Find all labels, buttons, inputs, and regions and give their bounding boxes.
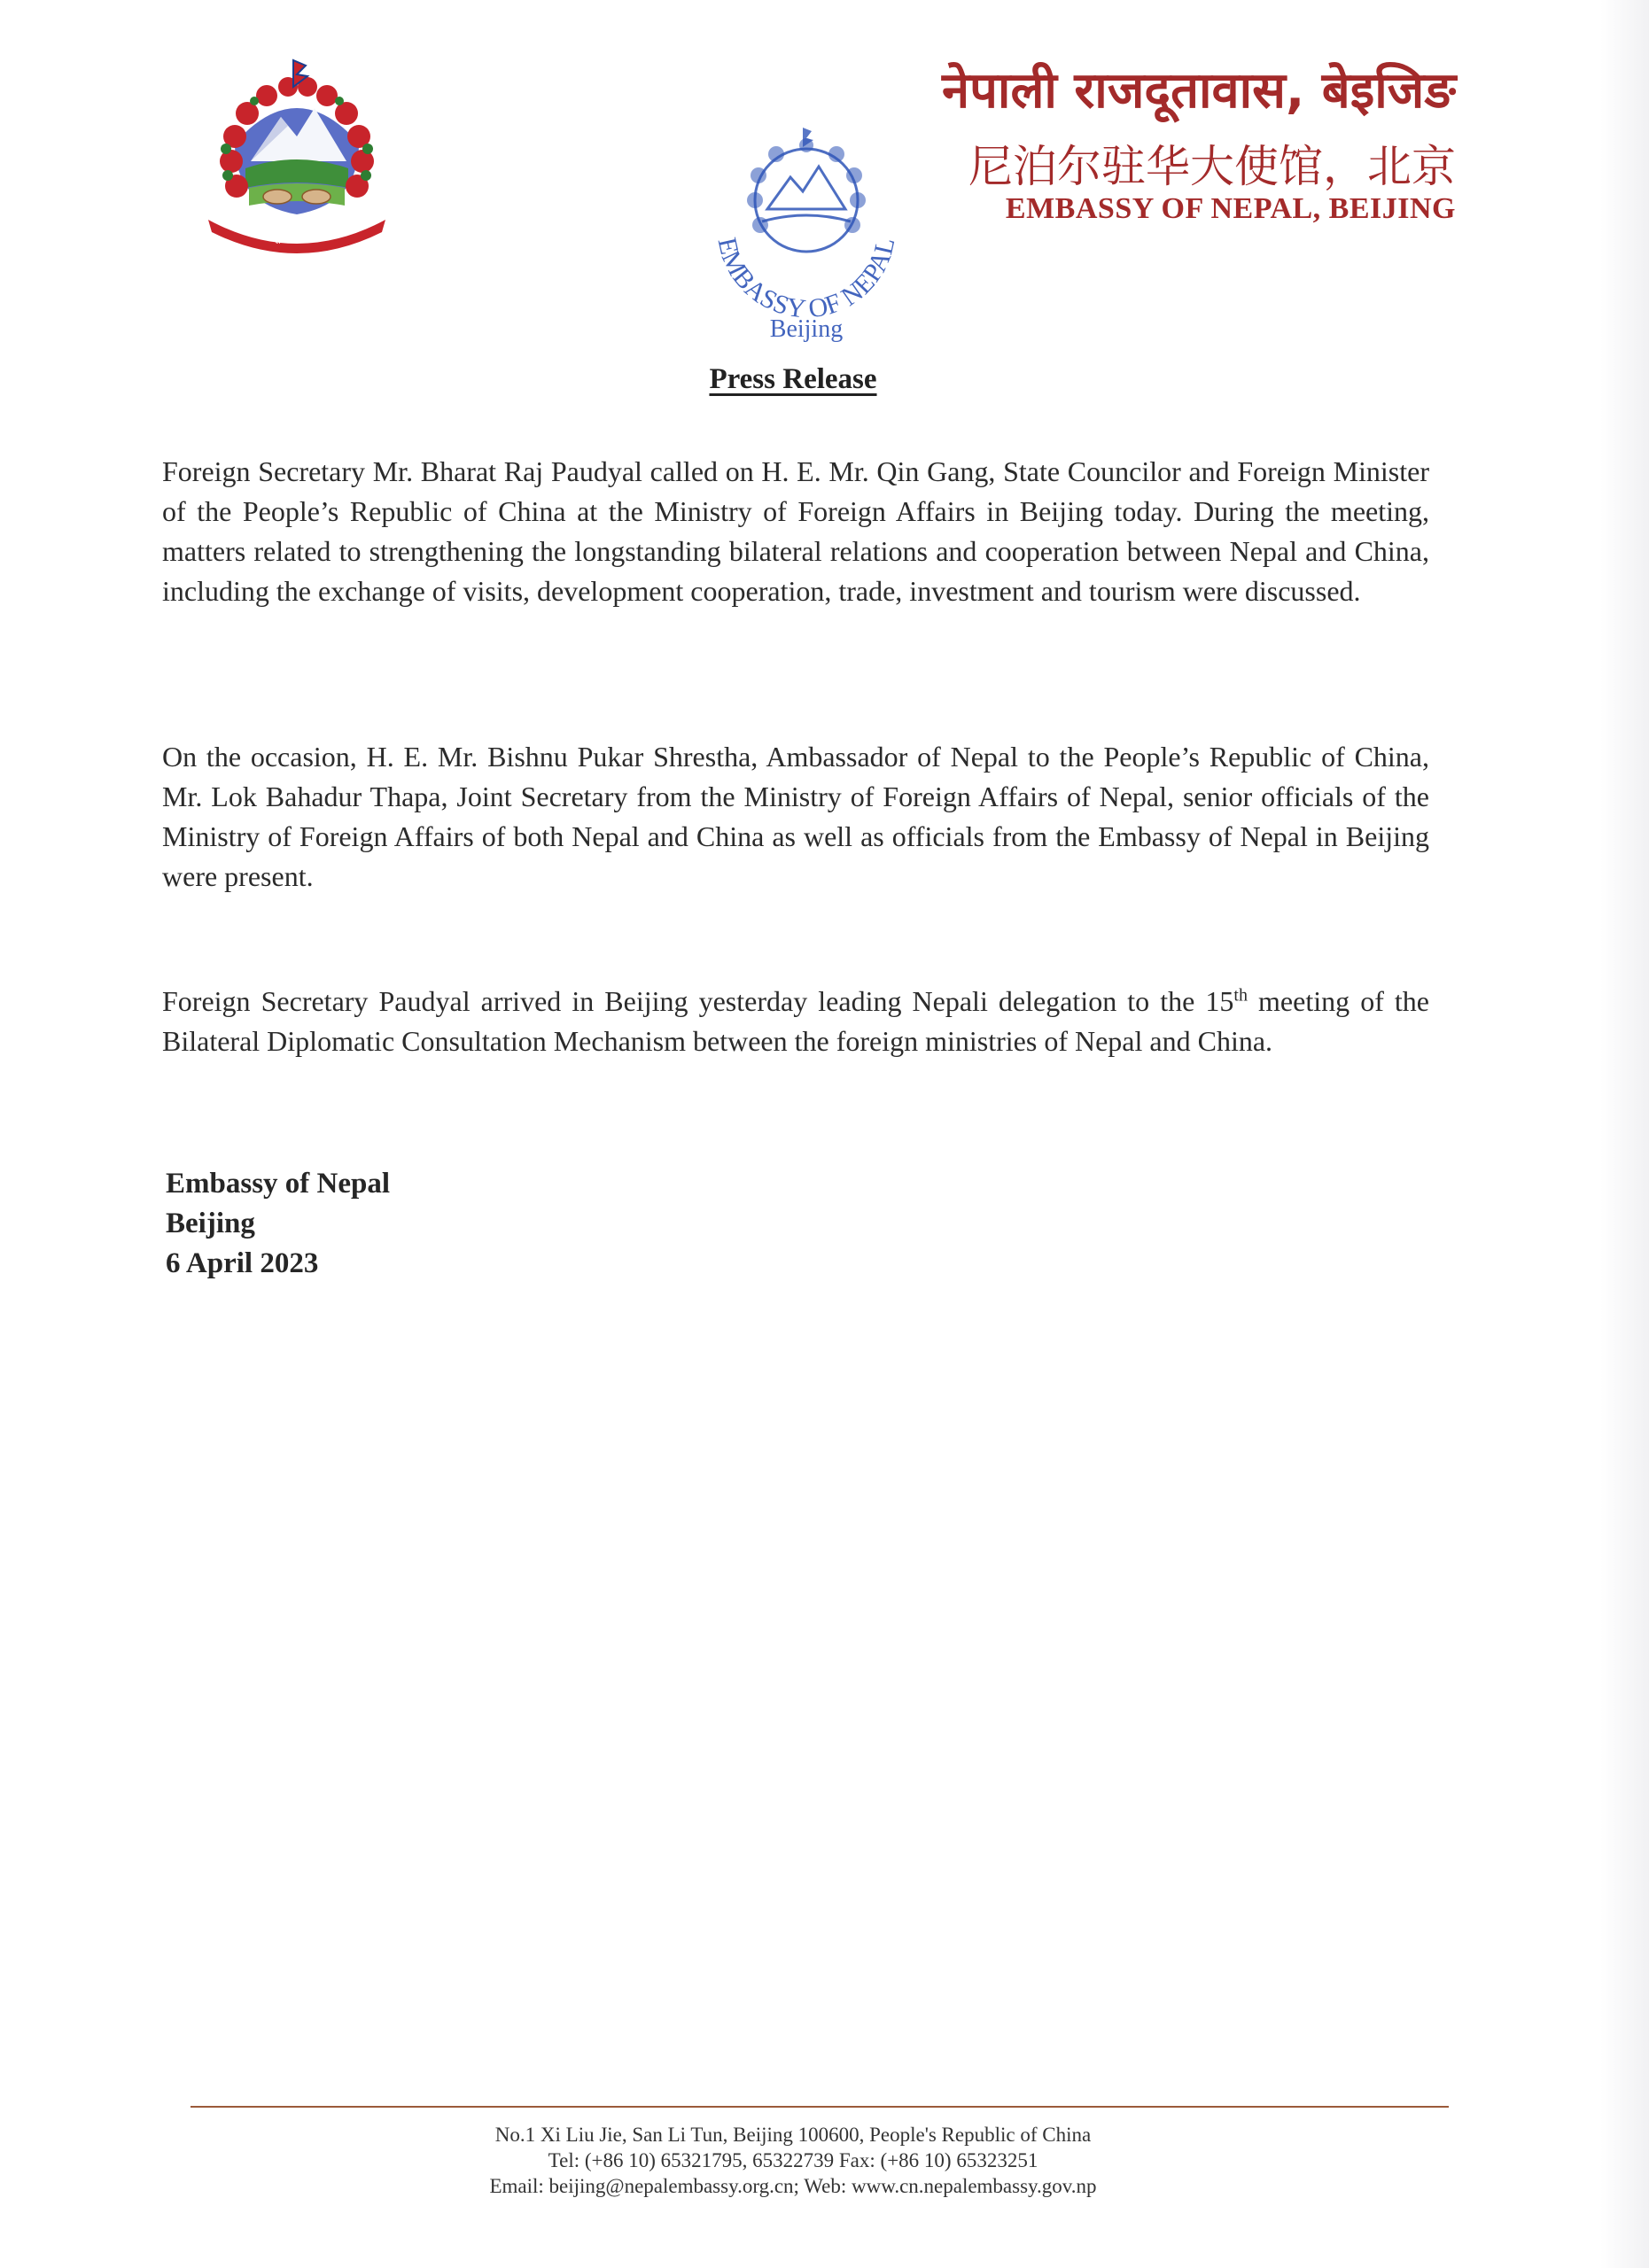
ordinal-suffix: th [1233,985,1248,1006]
stamp-ring-text: EMBASSY OF NEPAL [712,235,901,324]
emblem-motto: जननी जन्मभूमिश्च स्वर्गादपि गरीयसी [232,221,362,245]
nepal-coat-of-arms [173,55,421,266]
footer-phone: Tel: (+86 10) 65321795, 65322739 Fax: (+86 10) 65323251 [548,2149,1038,2171]
paragraph-3 [162,982,1429,1061]
paragraph-1: Foreign Secretary Mr. Bharat Raj Paudyal called on H. E. Mr. Qin Gang, State Councilor and Foreign Minister of the People’s Republic of China at the Ministry of Foreign Affairs in Beijing today. During the meeting, matters related to strengthening the longstanding bilateral relations and cooperation between Nepal and China, including the exchange of visits, development cooperation, trade, investment and tourism were discussed. [162,455,1429,607]
paragraph-3-end: meeting of the Bilateral Diplomatic Consultation Mechanism between the foreign ministries of Nepal and China. [162,985,1430,1057]
footer-contact: Email: beijing@nepalembassy.org.cn; Web: www.cn.nepalembassy.gov.np [489,2175,1097,2197]
footer-address: No.1 Xi Liu Jie, San Li Tun, Beijing 100600, People's Republic of China [494,2124,1092,2146]
paragraph-3-start: Foreign Secretary Paudyal arrived in Beijing yesterday leading Nepali delegation to the 15 [162,985,1234,1017]
paragraph-2: On the occasion, H. E. Mr. Bishnu Pukar Shrestha, Ambassador of Nepal to the People’s Republic of China, Mr. Lok Bahadur Thapa, Joint Secretary from the Ministry of Foreign Affairs of Nepal, senior officials of the Ministry of Foreign Affairs of both Nepal and China as well as officials from the Embassy of Nepal in Beijing were present. [162,741,1429,892]
signature-org: Embassy of Nepal [166,1168,391,1200]
signature-date: 6 April 2023 [166,1247,319,1279]
header-english: EMBASSY OF NEPAL, BEIJING [1005,192,1456,225]
header-nepali: नेपाली राजदूतावास, बेइजिङ [942,62,1456,120]
footer-divider [191,2106,1449,2108]
stamp-city-text: Beijing [769,315,844,343]
footer [0,2122,1586,2199]
page-title: Press Release [709,363,877,395]
signature-block [166,1164,390,1284]
paper-edge-shadow [1600,0,1649,2268]
header-chinese: 尼泊尔驻华大使馆，北京 [968,141,1456,192]
signature-city: Beijing [166,1208,255,1239]
embassy-stamp [691,105,922,357]
svg-text:EMBASSY OF NEPAL [712,235,901,323]
